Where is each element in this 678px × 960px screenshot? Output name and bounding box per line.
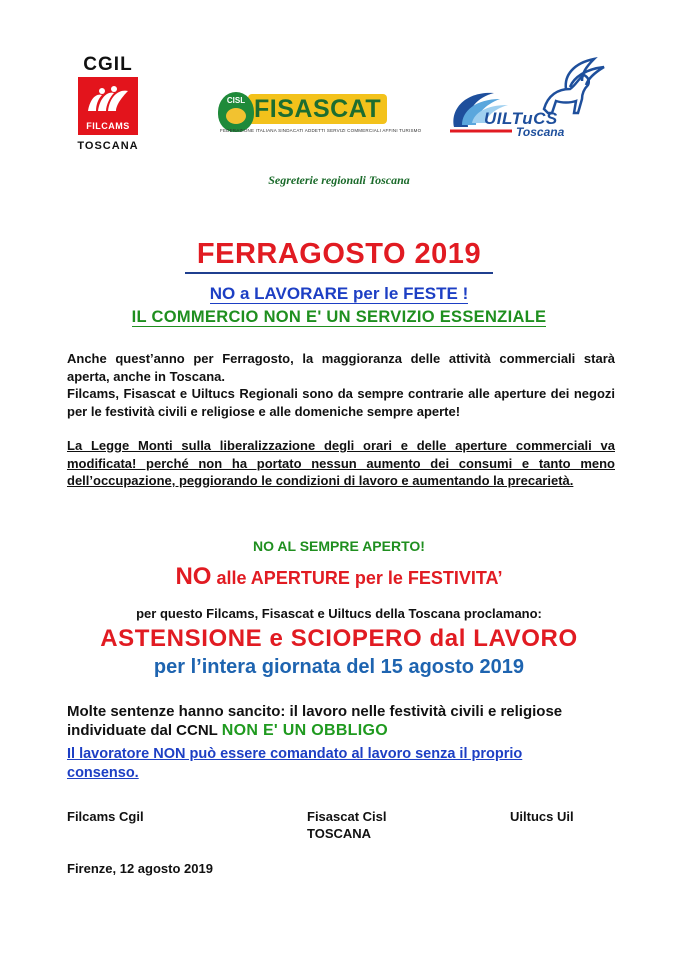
cisl-badge-label: CISL [226,96,246,105]
lavoratore-notice: Il lavoratore NON può essere comandato al lavoro senza il proprio consenso. [67,746,523,781]
giornata-line: per l’intera giornata del 15 agosto 2019 [153,656,525,678]
cgil-figures-icon [84,85,132,115]
paragraph-ferragosto-line: Anche quest’anno per Ferragosto, la maggioranza delle attività commerciali starà aperta, anche in Toscana. [67,351,615,384]
cgil-emblem [78,77,138,135]
signature-uiltucs [510,808,574,825]
no-aperture-festivita [0,563,678,591]
signature-sub: TOSCANA [307,826,372,841]
fisascat-logo [218,92,422,136]
paragraph-contrarie-line: Filcams, Fisascat e Uiltucs Regionali sono da sempre contrarie alle aperture dei negozi per le festività civili e religiose e alle domeniche sempre aperte! [67,386,615,419]
cgil-logo [72,55,144,152]
signature-name: Uiltucs Uil [510,809,574,824]
sentenze-highlight: NON E' UN OBBLIGO [221,722,388,739]
uiltucs-name: UILTuCS [484,109,558,128]
fisascat-name: FISASCAT [248,94,387,124]
subtitle-commercio-text: IL COMMERCIO NON E' UN SERVIZIO ESSENZIALE [131,308,547,326]
subtitle-feste [0,284,678,304]
cgil-union-label: FILCAMS [86,121,130,131]
no-aperture-rest: alle APERTURE per le FESTIVITA’ [211,568,503,588]
subtitle-commercio [0,308,678,327]
page-title-text: FERRAGOSTO 2019 [185,238,493,274]
no-sempre-aperto: NO AL SEMPRE APERTO! [253,538,425,554]
cgil-title: CGIL [83,54,133,75]
astensione-heading: ASTENSIONE e SCIOPERO dal LAVORO [100,625,578,652]
uiltucs-logo [448,55,618,145]
paragraph-legge-monti [67,437,615,490]
paragraph-ferragosto [67,350,615,420]
segreterie-line: Segreterie regionali Toscana [268,173,410,187]
fisascat-subtitle: FEDERAZIONE ITALIANA SINDACATI ADDETTI SERVIZI COMMERCIALI AFFINI TURISMO [220,128,422,133]
sentenze-paragraph [67,702,627,740]
cisl-badge-icon [218,92,254,132]
signature-name: Fisascat Cisl [307,809,387,824]
uiltucs-region: Toscana [516,125,565,139]
page-title [0,238,678,274]
proclamano-line: per questo Filcams, Fisascat e Uiltucs della Toscana proclamano: [136,606,542,621]
signature-filcams [67,808,144,825]
cgil-region: TOSCANA [77,140,139,152]
signature-name: Filcams Cgil [67,809,144,824]
signature-fisascat [307,808,387,842]
no-aperture-no: NO [175,563,212,590]
sentenze-text: Molte sentenze hanno sancito: il lavoro nelle festività civili e religiose individuate dal CCNL [67,703,563,739]
paragraph-legge-monti-text: La Legge Monti sulla liberalizzazione degli orari e delle aperture commerciali va modificata! perché non ha portato nessun aumento dei consumi e tanto meno dell’occupazione, peggiorando le condizioni di lavoro e aumentando la precarietà. [67,438,615,488]
date-line: Firenze, 12 agosto 2019 [67,861,213,876]
subtitle-feste-text: NO a LAVORARE per le FESTE ! [209,284,469,303]
